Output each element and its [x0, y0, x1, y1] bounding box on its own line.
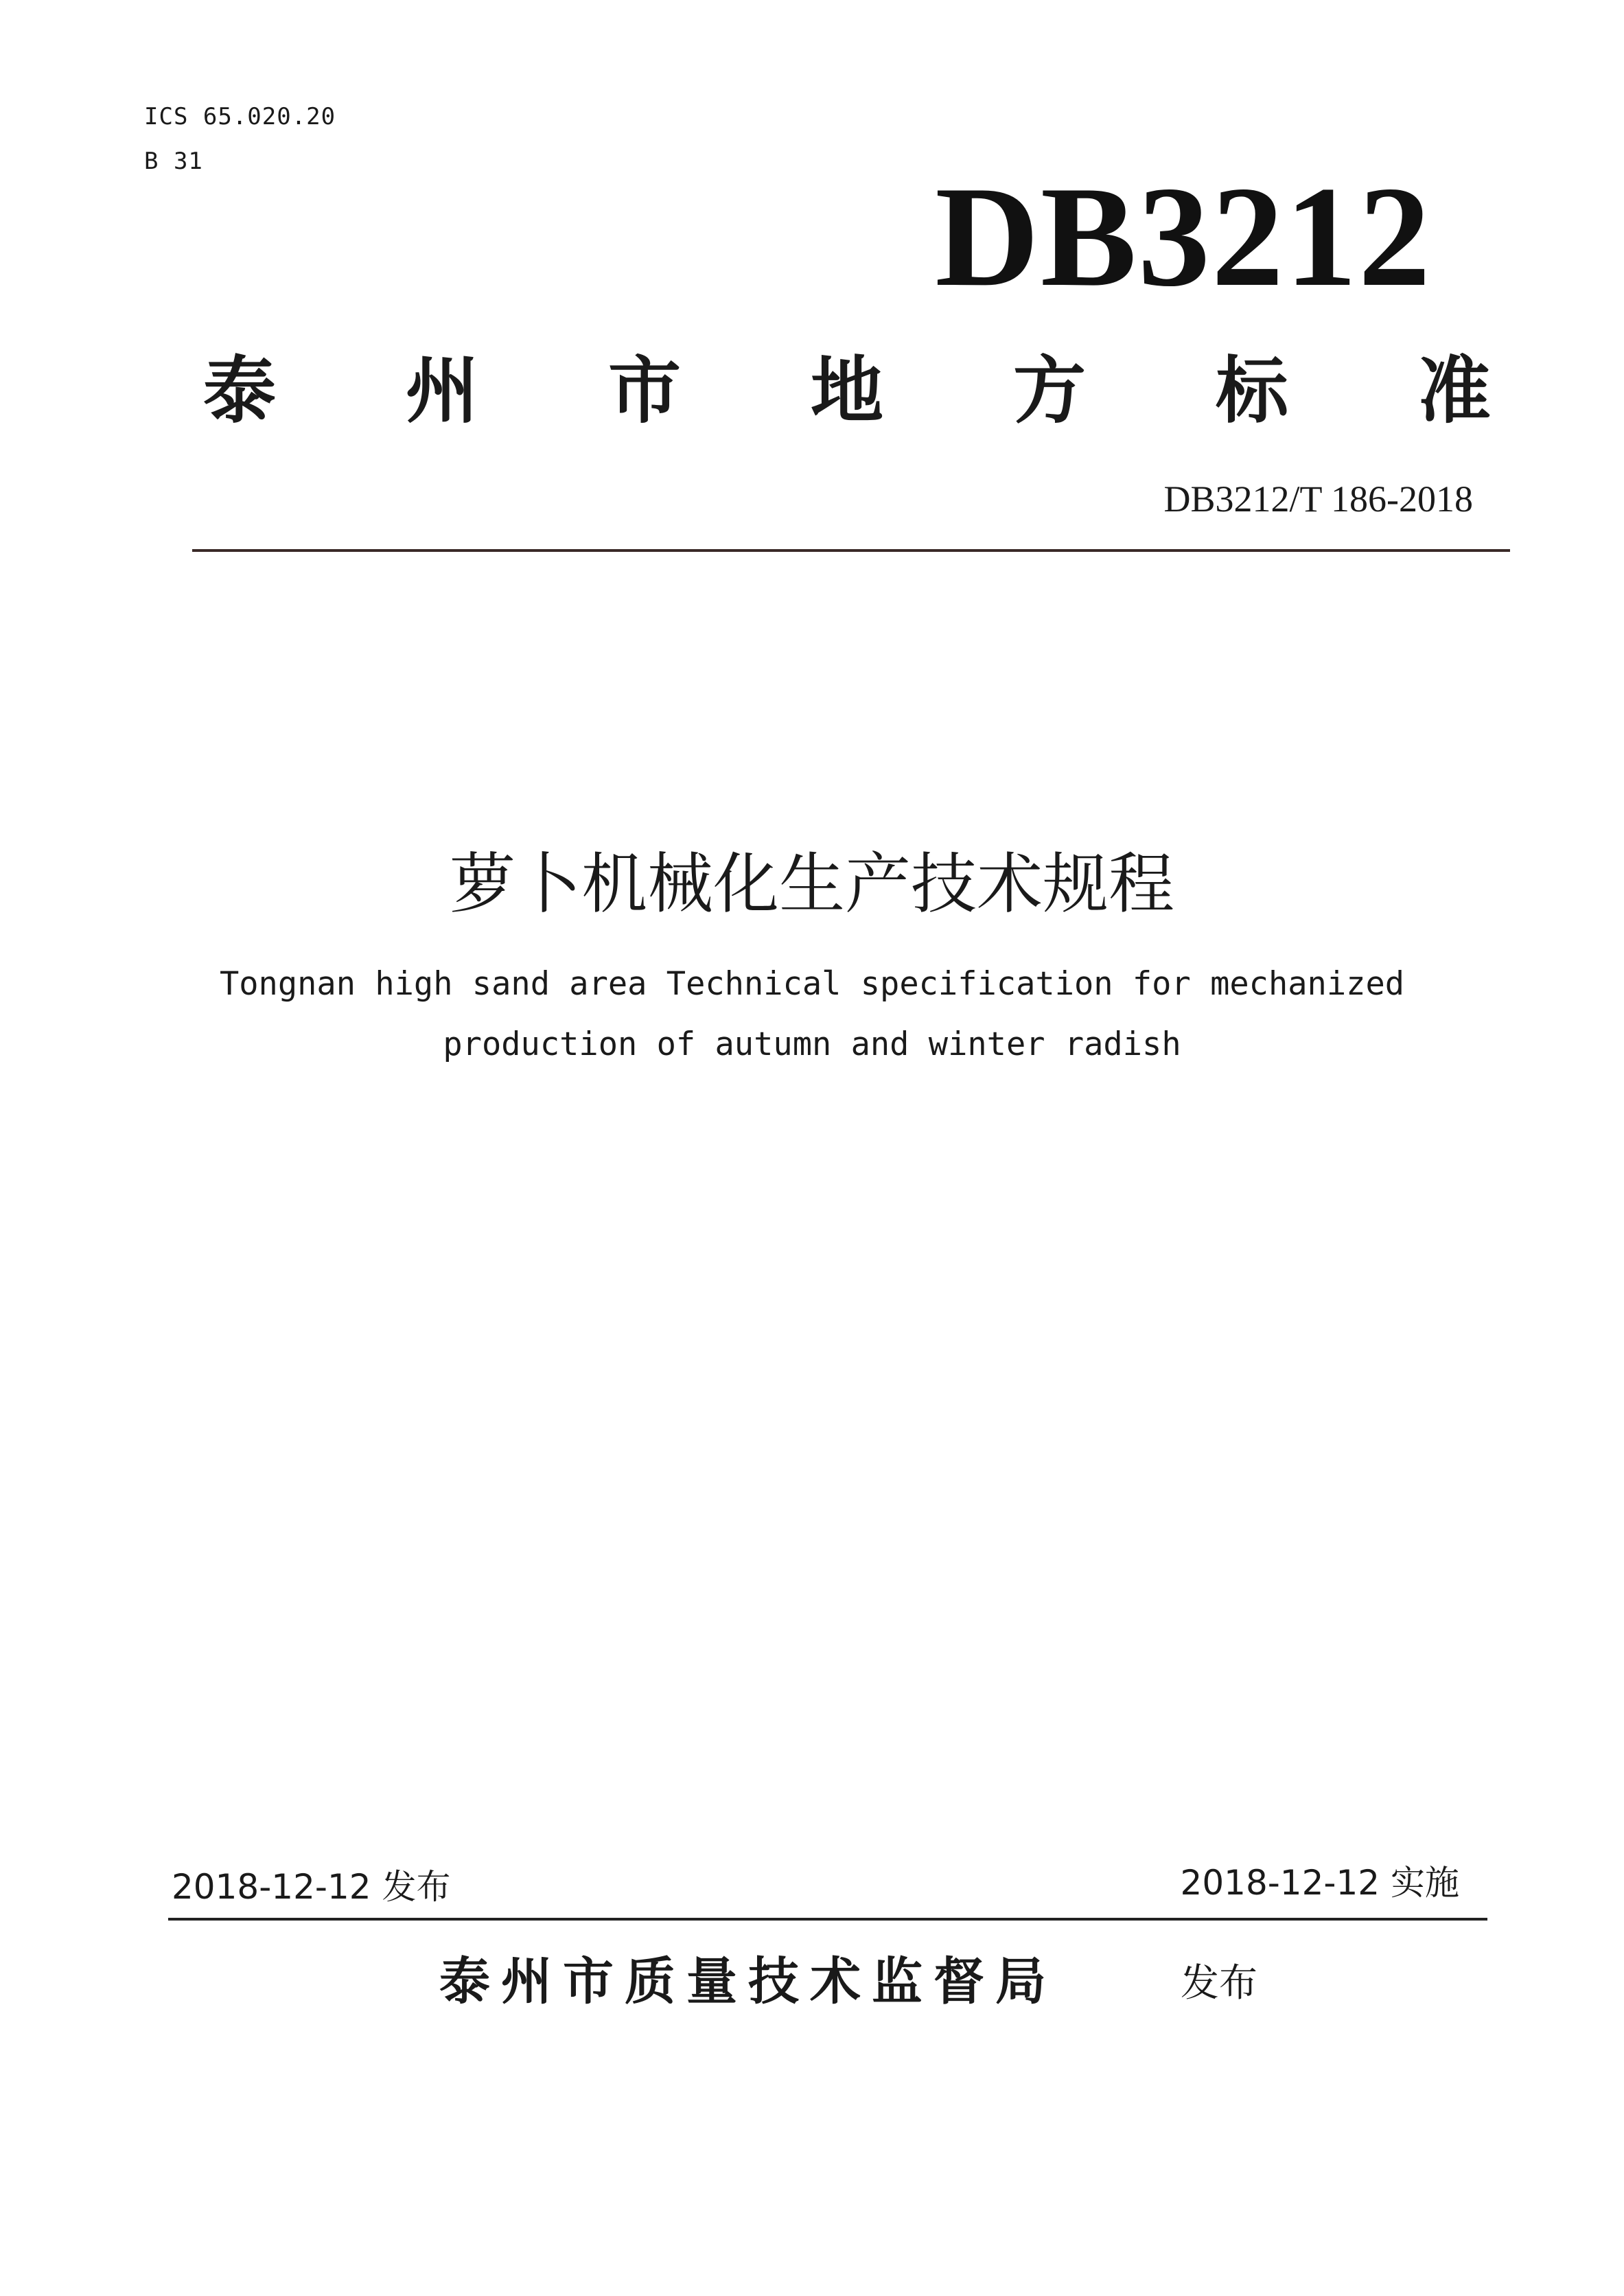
issuing-authority: 泰州市质量技术监督局: [439, 1952, 1057, 2011]
standard-category-title: [203, 343, 1491, 439]
category-char: 方: [1013, 349, 1086, 433]
ics-code: ICS 65.020.20: [144, 103, 336, 130]
bottom-divider: [168, 1918, 1487, 1921]
issuing-suffix: 发布: [1181, 1961, 1257, 2006]
standard-number: DB3212/T 186-2018: [1163, 478, 1473, 520]
implement-date: 2018-12-12 实施: [1180, 1863, 1459, 1903]
publish-date: 2018-12-12 发布: [172, 1867, 451, 1907]
document-title-cn: 萝卜机械化生产技术规程: [450, 846, 1174, 923]
ccs-code: B 31: [144, 148, 203, 175]
category-char: 准: [1418, 349, 1491, 433]
category-char: 标: [1216, 349, 1288, 433]
category-char: 泰: [203, 349, 276, 433]
category-char: 州: [406, 349, 478, 433]
top-divider: [192, 549, 1510, 552]
category-char: 地: [811, 349, 883, 433]
document-title-en-line2: production of autumn and winter radish: [443, 1025, 1181, 1063]
category-char: 市: [608, 349, 681, 433]
standard-code-logo: DB3212: [935, 157, 1432, 316]
document-title-en-line1: Tongnan high sand area Technical specification for mechanized: [219, 965, 1405, 1003]
